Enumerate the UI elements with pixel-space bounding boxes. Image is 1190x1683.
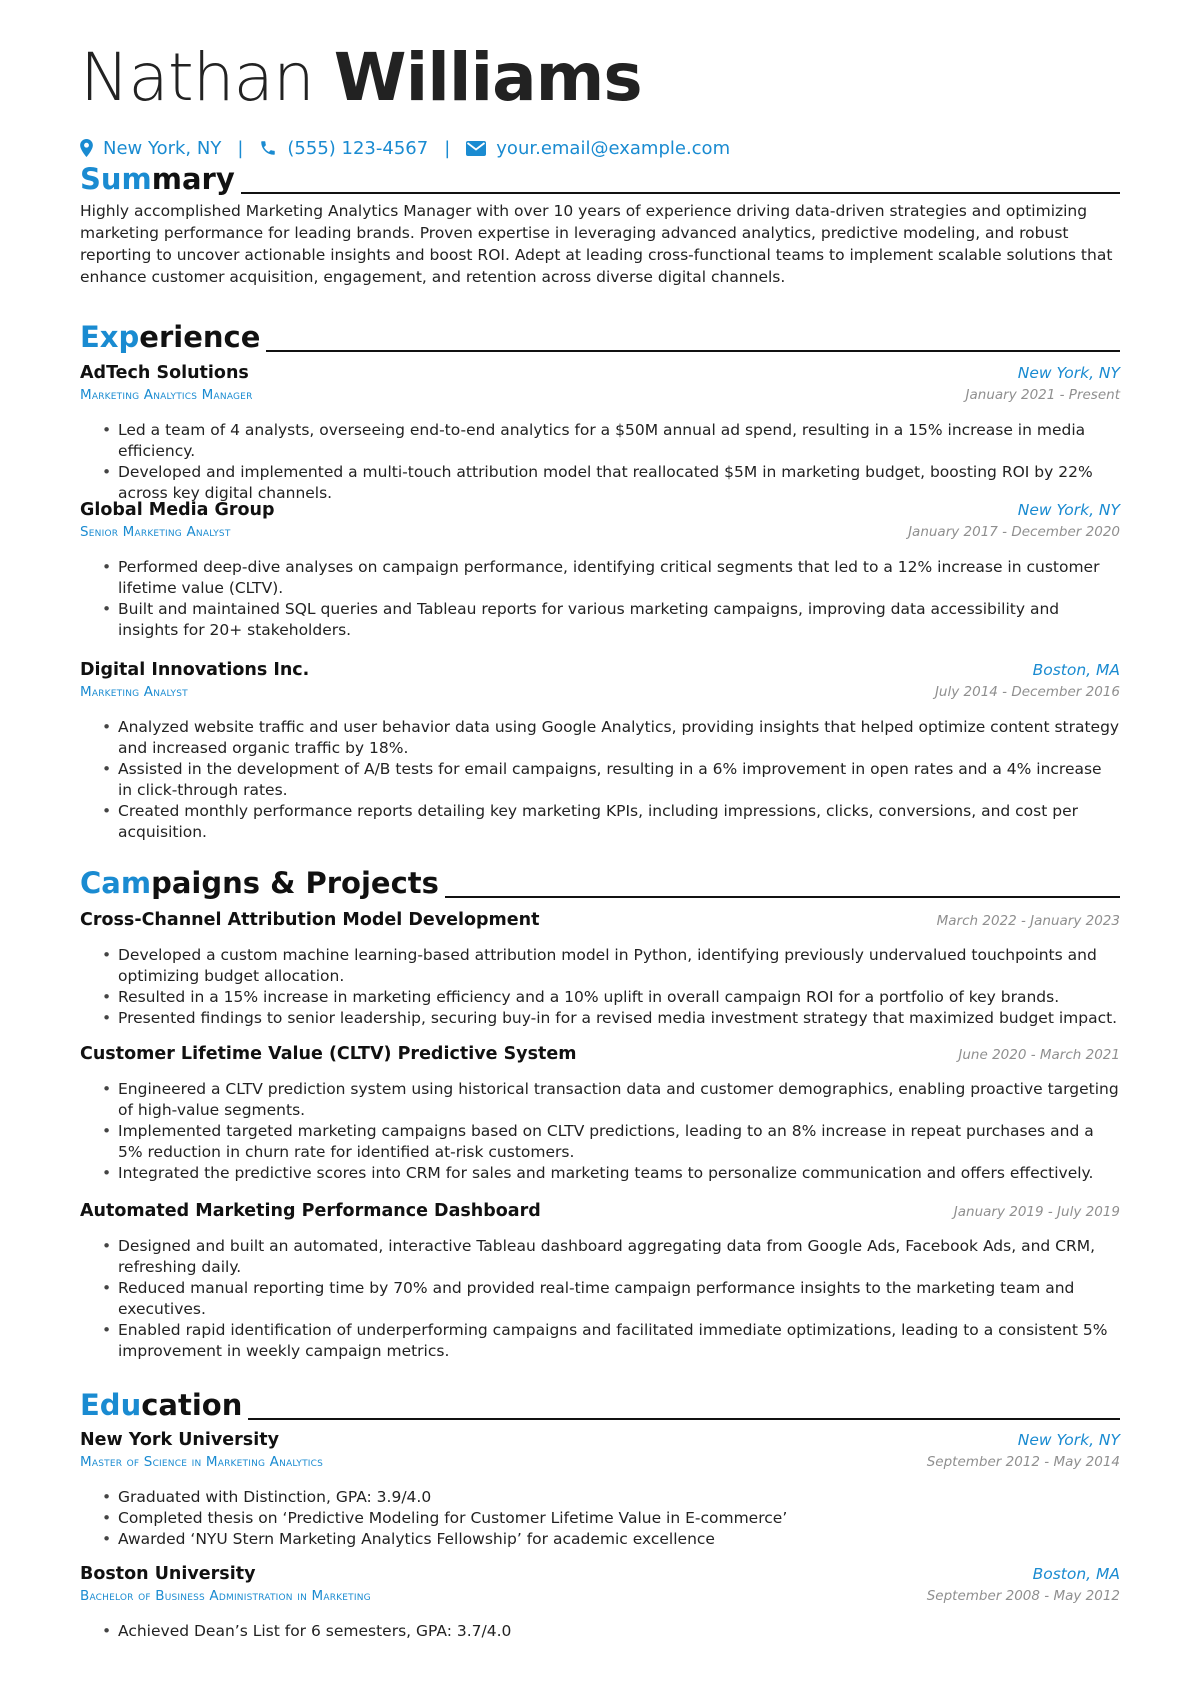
school-name: Boston University <box>80 1564 256 1584</box>
bullet-item: • Achieved Dean’s List for 6 semesters, GPA: 3.7/4.0 <box>80 1621 1120 1642</box>
email-text: your.email@example.com <box>496 137 731 159</box>
bullet-list <box>80 717 1120 843</box>
section-title: Education <box>80 1388 243 1422</box>
bullet-list <box>80 1621 1120 1642</box>
section-header-education <box>80 1380 1120 1422</box>
entry-location: New York, NY <box>1017 364 1120 382</box>
project-entry <box>80 1201 1120 1362</box>
education-entry <box>80 1430 1120 1550</box>
summary-paragraph: Highly accomplished Marketing Analytics Manager with over 10 years of experience driving data-driven strategies and optimizing marketing performance for leading brands. Proven expertise in leveraging advanced analytics, predictive modeling, and robust reporting to uncover actionable insights and boost ROI. Adept at leading cross-functional teams to implement scalable solutions that enhance customer acquisition, engagement, and retention across diverse digital channels. <box>80 202 1113 286</box>
bullet-item: • Assisted in the development of A/B tests for email campaigns, resulting in a 6% improvement in open rates and a 4% increase in click-through rates. <box>80 759 1120 801</box>
bullet-item: • Engineered a CLTV prediction system using historical transaction data and customer demographics, enabling proactive targeting of high-value segments. <box>80 1079 1120 1121</box>
project-title: Customer Lifetime Value (CLTV) Predictive System <box>80 1044 577 1064</box>
bullet-item: • Designed and built an automated, interactive Tableau dashboard aggregating data from Google Ads, Facebook Ads, and CRM, refreshing daily. <box>80 1236 1120 1278</box>
bullet-item: • Awarded ‘NYU Stern Marketing Analytics Fellowship’ for academic excellence <box>80 1529 1120 1550</box>
entry-dates: July 2014 - December 2016 <box>934 684 1120 700</box>
bullet-item: • Created monthly performance reports detailing key marketing KPIs, including impressions, clicks, conversions, and cost per acquisition. <box>80 801 1120 843</box>
bullet-list <box>80 1236 1120 1362</box>
entry-dates: January 2021 - Present <box>965 387 1120 403</box>
entry-location: Boston, MA <box>1032 661 1120 679</box>
bullet-item: • Built and maintained SQL queries and Tableau reports for various marketing campaigns, improving data accessibility and insights for 20+ stakeholders. <box>80 599 1120 641</box>
bullet-item: • Integrated the predictive scores into CRM for sales and marketing teams to personalize communication and offers effectively. <box>80 1163 1120 1184</box>
degree: Master of Science in Marketing Analytics <box>80 1454 324 1470</box>
bullet-item: • Resulted in a 15% increase in marketing efficiency and a 10% uplift in overall campaign ROI for a portfolio of key brands. <box>80 987 1120 1008</box>
section-rule <box>266 350 1120 352</box>
section-header-summary <box>80 154 1120 196</box>
entry-dates: January 2017 - December 2020 <box>908 524 1120 540</box>
experience-entry <box>80 660 1120 843</box>
bullet-item: • Enabled rapid identification of underperforming campaigns and facilitated immediate optimizations, leading to a consistent 5% improvement in weekly campaign metrics. <box>80 1320 1120 1362</box>
bullet-item: • Analyzed website traffic and user behavior data using Google Analytics, providing insights that helped optimize content strategy and increased organic traffic by 18%. <box>80 717 1120 759</box>
contact-separator: | <box>237 137 244 159</box>
job-title: Marketing Analyst <box>80 684 188 700</box>
job-title: Senior Marketing Analyst <box>80 524 231 540</box>
section-rule <box>445 896 1120 898</box>
job-title: Marketing Analytics Manager <box>80 387 253 403</box>
entry-location: Boston, MA <box>1032 1565 1120 1583</box>
project-title: Automated Marketing Performance Dashboard <box>80 1201 541 1221</box>
entry-dates: June 2020 - March 2021 <box>958 1047 1120 1063</box>
entry-dates: September 2008 - May 2012 <box>926 1588 1120 1604</box>
phone-text: (555) 123-4567 <box>287 137 429 159</box>
entry-dates: March 2022 - January 2023 <box>936 913 1120 929</box>
last-name: Williams <box>333 39 642 116</box>
bullet-item: • Presented findings to senior leadership, securing buy-in for a revised media investment strategy that maximized budget impact. <box>80 1008 1120 1029</box>
section-rule <box>241 192 1120 194</box>
bullet-item: • Completed thesis on ‘Predictive Modeling for Customer Lifetime Value in E-commerce’ <box>80 1508 1120 1529</box>
bullet-item: • Reduced manual reporting time by 70% and provided real-time campaign performance insights to the marketing team and executives. <box>80 1278 1120 1320</box>
degree: Bachelor of Business Administration in Marketing <box>80 1588 371 1604</box>
entry-location: New York, NY <box>1017 1431 1120 1449</box>
bullet-item: • Led a team of 4 analysts, overseeing end-to-end analytics for a $50M annual ad spend, resulting in a 15% increase in media efficiency. <box>80 420 1120 462</box>
bullet-list <box>80 557 1120 641</box>
bullet-list <box>80 945 1120 1029</box>
project-entry <box>80 1044 1120 1184</box>
contact-separator: | <box>444 137 451 159</box>
candidate-name <box>80 38 642 118</box>
bullet-item: • Developed a custom machine learning-based attribution model in Python, identifying previously undervalued touchpoints and optimizing budget allocation. <box>80 945 1120 987</box>
section-title: Campaigns & Projects <box>80 866 439 900</box>
project-title: Cross-Channel Attribution Model Development <box>80 910 540 930</box>
entry-location: New York, NY <box>1017 501 1120 519</box>
section-title: Experience <box>80 320 261 354</box>
section-rule <box>248 1418 1120 1420</box>
bullet-item: • Developed and implemented a multi-touch attribution model that reallocated $5M in marketing budget, boosting ROI by 22% across key digital channels. <box>80 462 1120 504</box>
entry-dates: September 2012 - May 2014 <box>926 1454 1120 1470</box>
first-name: Nathan <box>80 39 314 116</box>
experience-entry <box>80 500 1120 641</box>
bullet-list <box>80 420 1120 504</box>
entry-dates: January 2019 - July 2019 <box>953 1204 1120 1220</box>
bullet-item: • Graduated with Distinction, GPA: 3.9/4.0 <box>80 1487 1120 1508</box>
bullet-list <box>80 1079 1120 1184</box>
school-name: New York University <box>80 1430 279 1450</box>
bullet-list <box>80 1487 1120 1550</box>
company-name: Global Media Group <box>80 500 275 520</box>
experience-entry <box>80 363 1120 504</box>
section-header-projects <box>80 858 1120 900</box>
section-header-experience <box>80 312 1120 354</box>
location-text: New York, NY <box>103 137 222 159</box>
bullet-item: • Implemented targeted marketing campaigns based on CLTV predictions, leading to an 8% increase in repeat purchases and a 5% reduction in churn rate for identified at-risk customers. <box>80 1121 1120 1163</box>
education-entry <box>80 1564 1120 1642</box>
company-name: Digital Innovations Inc. <box>80 660 310 680</box>
section-title: Summary <box>80 162 235 196</box>
project-entry <box>80 910 1120 1029</box>
company-name: AdTech Solutions <box>80 363 249 383</box>
bullet-item: • Performed deep-dive analyses on campaign performance, identifying critical segments that led to a 12% increase in customer lifetime value (CLTV). <box>80 557 1120 599</box>
